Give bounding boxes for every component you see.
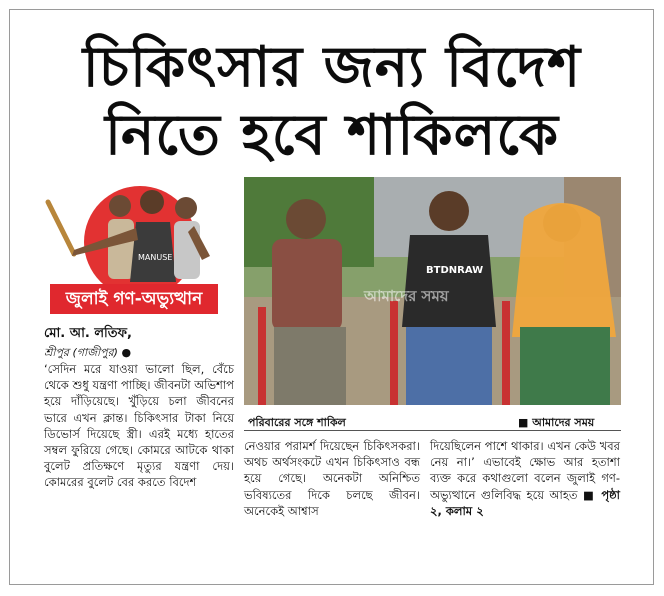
- photo-credit: ■ আমাদের সময়: [518, 416, 595, 429]
- article-column-3-text: দিয়েছিলেন পাশে থাকার। এখন কেউ খবর নেয় না।’ এভাবেই ক্ষোভ আর হতাশা ব্যক্ত করে কথাগুলো বলেন জুলাই গণ-অভ্যুত্থানে গুলিবিদ্ধ হয়ে আহত: [430, 439, 620, 502]
- article-column-3: [430, 438, 620, 519]
- shirt-text: MANUSE: [138, 253, 173, 262]
- reporter-location: শ্রীপুর (গাজীপুর) ●: [44, 346, 132, 359]
- logo-banner: জুলাই গণ-অভ্যুত্থান: [50, 284, 218, 314]
- news-photo: [244, 177, 621, 405]
- continued-page-link[interactable]: ■ পৃষ্ঠা ২, কলাম ২: [430, 487, 620, 518]
- photo-caption: পরিবারের সঙ্গে শাকিল: [248, 416, 346, 429]
- family-photo-illustration: [244, 177, 621, 405]
- photo-shirt-text: BTDNRAW: [426, 265, 484, 276]
- headline-line-1: চিকিৎসার জন্য বিদেশ: [82, 35, 582, 100]
- watermark-text: আমাদের সময়: [364, 287, 449, 305]
- caption-divider: [244, 430, 621, 431]
- article-column-1: ‘সেদিন মরে যাওয়া ভালো ছিল, বেঁচে থেকে শুধু যন্ত্রণা পাচ্ছি। জীবনটা অভিশাপ হয়ে দাঁড়িয়েছে। খুঁড়িয়ে চলা জীবনের ভারে এখন ক্লান্ত। চিকিৎসার টাকা নিয়ে ডিভোর্স দিয়েছে স্ত্রী। এরই মধ্যে হাতের সম্বল ফুরিয়ে গেছে। কোমরে আটকে থাকা বুলেট প্রতিক্ষণে মৃত্যুর যন্ত্রণা দেয়। কোমরের বুলেট বের করতে বিদেশ: [44, 362, 234, 490]
- headline-line-2: নিতে হবে শাকিলকে: [104, 103, 560, 168]
- reporter-name: মো. আ. লতিফ,: [44, 326, 132, 341]
- article-column-2: নেওয়ার পরামর্শ দিয়েছেন চিকিৎসকরা। অথচ অর্থসংকটে এখন চিকিৎসাও বন্ধ হয়ে গেছে। অনেকটা অনিশ্চিত ভবিষ্যতের দিকে চলছে জীবন। অনেকেই আশ্বাস: [244, 439, 420, 518]
